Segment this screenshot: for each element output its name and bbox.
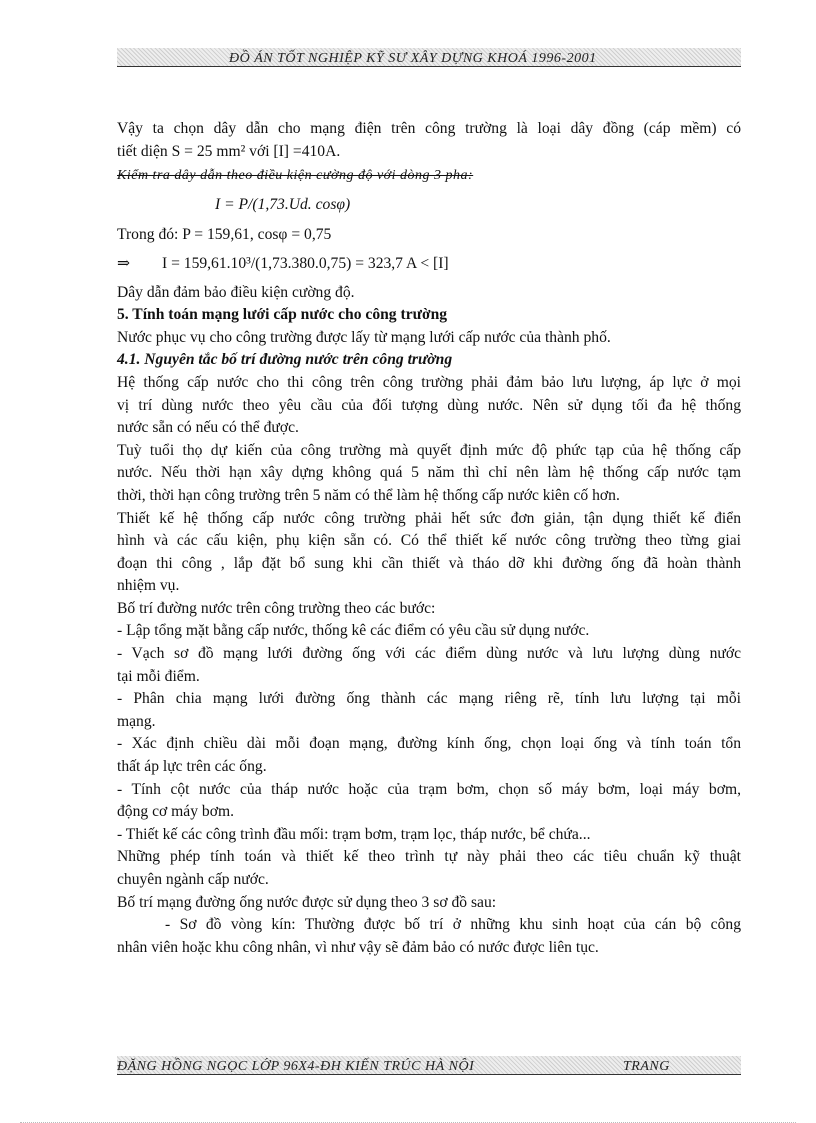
document-body	[117, 118, 741, 959]
list-item: - Xác định chiều dài mỗi đoạn mạng, đường kính ống, chọn loại ống và tính toán tổn	[117, 735, 741, 753]
result-formula: I = 159,61.10³/(1,73.380.0,75) = 323,7 A < [I]	[161, 254, 449, 272]
text-line: Hệ thống cấp nước cho thi công trên công trường phải đảm bảo lưu lượng, áp lực ở mọi	[117, 373, 741, 391]
text-line: nước sẵn có nếu có thể được.	[117, 419, 299, 437]
list-item: - Lập tổng mặt bằng cấp nước, thống kê các điểm có yêu cầu sử dụng nước.	[117, 622, 590, 640]
text-line: tại mỗi điểm.	[117, 667, 200, 685]
text-line: Tuỳ tuổi thọ dự kiến của công trường mà quyết định mức độ phức tạp của hệ thống cấp	[117, 441, 741, 459]
list-item: - Tính cột nước của tháp nước hoặc của trạm bơm, chọn số máy bơm, loại máy bơm,	[117, 780, 741, 798]
header-text: ĐỒ ÁN TỐT NGHIỆP KỸ SƯ XÂY DỰNG KHOÁ 1996-2001	[229, 51, 597, 66]
footer-author: ĐẶNG HỒNG NGỌC LỚP 96X4-ĐH KIẾN TRÚC HÀ NỘI	[117, 1059, 475, 1074]
text-line: Thiết kế hệ thống cấp nước công trường phải hết sức đơn giản, tận dụng thiết kế điển	[117, 509, 741, 527]
text-line: Bố trí đường nước trên công trường theo các bước:	[117, 599, 436, 617]
page-footer	[117, 1056, 741, 1075]
text-line: Nước phục vụ cho công trường được lấy từ mạng lưới cấp nước của thành phố.	[117, 328, 611, 346]
section-heading: 5. Tính toán mạng lưới cấp nước cho công trường	[117, 306, 448, 324]
text-line: nhân viên hoặc khu công nhân, vì như vậy sẽ đảm bảo có nước được liên tục.	[117, 938, 599, 956]
text-line: hình và các cấu kiện, phụ kiện sẵn có. Có thể thiết kế nước công trường theo từng giai	[117, 532, 741, 550]
text-line: thời, thời hạn công trường trên 5 năm có thể làm hệ thống cấp nước kiên cố hơn.	[117, 486, 620, 504]
list-item: - Thiết kế các công trình đầu mối: trạm bơm, trạm lọc, tháp nước, bể chứa...	[117, 825, 591, 843]
footer-page-label: TRANG	[623, 1059, 670, 1074]
text-line: Những phép tính toán và thiết kế theo trình tự này phải theo các tiêu chuẩn kỹ thuật	[117, 848, 741, 866]
implies-arrow-icon: ⇒	[117, 254, 131, 272]
text-line: Dây dẫn đảm bảo điều kiện cường độ.	[117, 283, 355, 301]
text-line: tiết diện S = 25 mm² với [I] =410A.	[117, 142, 341, 160]
result-row	[117, 253, 741, 276]
page-header	[117, 48, 741, 67]
text-line: Bố trí mạng đường ống nước được sử dụng theo 3 sơ đồ sau:	[117, 893, 497, 911]
text-line: thất áp lực trên các ống.	[117, 758, 267, 776]
subsection-heading: 4.1. Nguyên tắc bố trí đường nước trên công trường	[117, 351, 453, 369]
text-line: vị trí dùng nước theo yêu cầu của đối tượng dùng nước. Nên sử dụng tối đa hệ thống	[117, 396, 741, 414]
list-item: - Phân chia mạng lưới đường ống thành các mạng riêng rẽ, tính lưu lượng tại mỗi	[117, 690, 741, 708]
text-line: Vậy ta chọn dây dẫn cho mạng điện trên công trường là loại dây đồng (cáp mềm) có	[117, 120, 741, 137]
text-line: mạng.	[117, 712, 156, 730]
text-line: đoạn thi công , lắp đặt bổ sung khi cần thiết và tháo dỡ khi đường ống đã hoàn thành	[117, 554, 741, 572]
list-item: - Vạch sơ đồ mạng lưới đường ống với các điểm dùng nước và lưu lượng dùng nước	[117, 645, 741, 663]
text-line: động cơ máy bơm.	[117, 803, 234, 821]
list-item: - Sơ đồ vòng kín: Thường được bố trí ở những khu sinh hoạt của cán bộ công	[165, 916, 741, 934]
text-line: chuyên ngành cấp nước.	[117, 871, 269, 888]
text-line: nhiệm vụ.	[117, 577, 180, 595]
formula-current: I = P/(1,73.Ud. cosφ)	[215, 195, 351, 213]
where-line: Trong đó: P = 159,61, cosφ = 0,75	[117, 226, 332, 244]
check-title: Kiểm tra dây dẫn theo điều kiện cường độ với dòng 3 pha:	[117, 168, 474, 184]
text-line: nước. Nếu thời hạn xây dựng không quá 5 năm thì chỉ nên làm hệ thống cấp nước tạm	[117, 464, 741, 482]
